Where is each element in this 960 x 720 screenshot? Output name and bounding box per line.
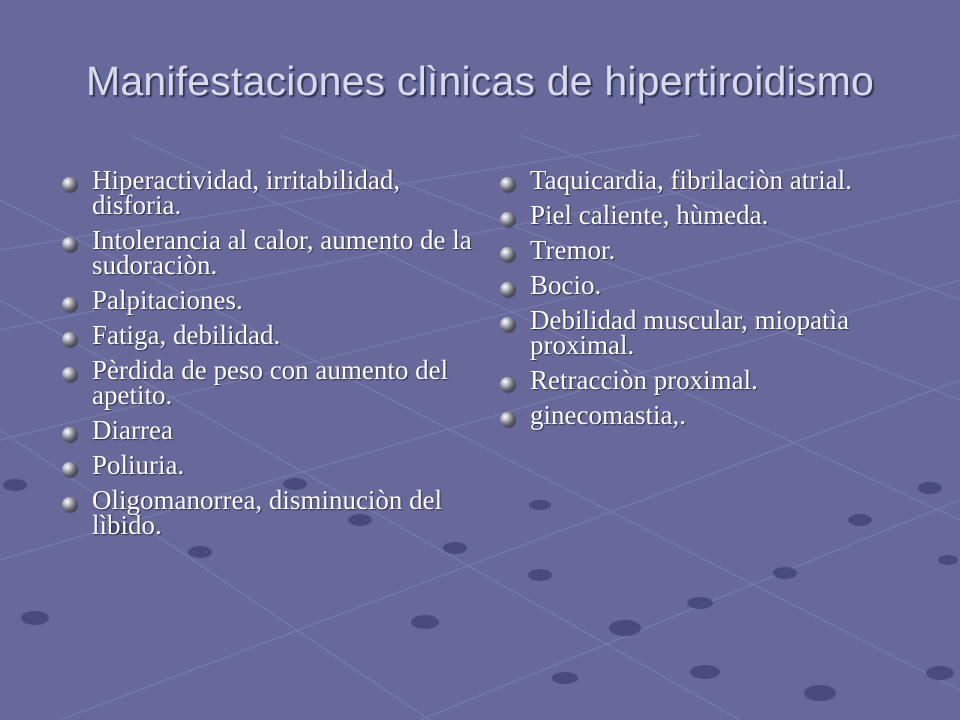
list-item [500, 165, 920, 195]
list-item-text: Diarrea [92, 415, 173, 445]
right-symptom-list [500, 165, 920, 438]
sphere-bullet-icon [62, 367, 77, 382]
list-item-text: Fatiga, debilidad. [92, 320, 281, 350]
sphere-bullet-icon [62, 177, 77, 192]
list-item-text: Intolerancia al calor, aumento de la sudoraciòn. [92, 225, 472, 280]
list-item [62, 225, 482, 280]
sphere-bullet-icon [62, 462, 77, 477]
left-symptom-list [62, 165, 482, 548]
sphere-bullet-icon [500, 377, 515, 392]
list-item [62, 485, 482, 540]
list-item [62, 415, 482, 445]
sphere-bullet-icon [500, 247, 515, 262]
list-item-text: Debilidad muscular, miopatìa proximal. [530, 305, 850, 360]
list-item [62, 165, 482, 220]
list-item-text: Pèrdida de peso con aumento del apetito. [92, 355, 449, 410]
list-item-text: Bocio. [530, 270, 602, 300]
sphere-bullet-icon [500, 177, 515, 192]
list-item [500, 235, 920, 265]
list-item-text: Oligomanorrea, disminuciòn del lìbido. [92, 485, 443, 540]
sphere-bullet-icon [500, 317, 515, 332]
sphere-bullet-icon [62, 297, 77, 312]
slide-title: Manifestaciones clìnicas de hipertiroidismo [86, 58, 874, 104]
list-item-text: Hiperactividad, irritabilidad, disforia. [92, 165, 401, 220]
list-item-text: Retracciòn proximal. [530, 365, 758, 395]
list-item [500, 365, 920, 395]
list-item [500, 270, 920, 300]
list-item-text: Poliuria. [92, 450, 185, 480]
list-item [62, 355, 482, 410]
sphere-bullet-icon [62, 332, 77, 347]
list-item-text: ginecomastia,. [530, 400, 686, 430]
list-item-text: Piel caliente, hùmeda. [530, 200, 769, 230]
sphere-bullet-icon [500, 212, 515, 227]
list-item [62, 285, 482, 315]
list-item-text: Palpitaciones. [92, 285, 243, 315]
list-item-text: Tremor. [530, 235, 616, 265]
sphere-bullet-icon [62, 237, 77, 252]
sphere-bullet-icon [500, 282, 515, 297]
list-item [62, 320, 482, 350]
list-item [62, 450, 482, 480]
list-item [500, 200, 920, 230]
sphere-bullet-icon [500, 412, 515, 427]
list-item-text: Taquicardia, fibrilaciòn atrial. [530, 165, 852, 195]
list-item [500, 400, 920, 430]
sphere-bullet-icon [62, 497, 77, 512]
list-item [500, 305, 920, 360]
sphere-bullet-icon [62, 427, 77, 442]
